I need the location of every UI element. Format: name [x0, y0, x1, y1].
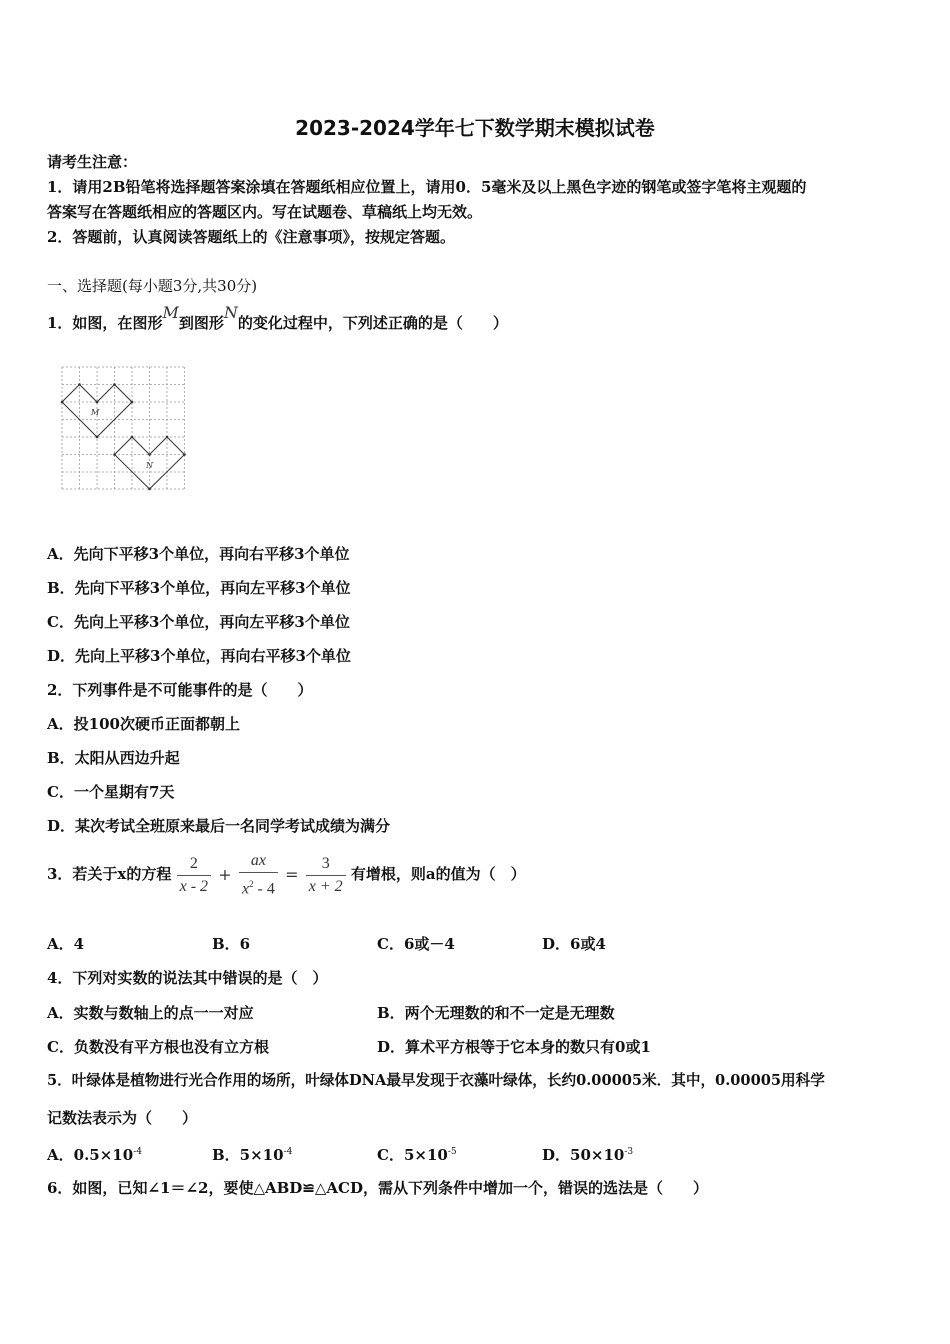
q2-option-a: A．投100次硬币正面都朝上: [47, 715, 240, 733]
q3-option-d: D．6或4: [542, 935, 606, 953]
q4-option-a: A．实数与数轴上的点一一对应: [47, 1004, 254, 1022]
question-4-stem: 4．下列对实数的说法其中错误的是（ ）: [47, 969, 328, 987]
q3-text-a: 3．若关于x的方程: [47, 865, 172, 884]
q5-option-c: C．$5\times 10^{-5}$: [377, 1146, 457, 1164]
q1-option-b: B．先向下平移3个单位，再向左平移3个单位: [47, 579, 351, 597]
q5-option-d: D．$50\times 10^{-3}$: [542, 1146, 634, 1164]
q4-option-b: B．两个无理数的和不一定是无理数: [377, 1004, 615, 1022]
q4-option-d: D．算术平方根等于它本身的数只有0或1: [377, 1038, 651, 1056]
q3-text-b: 有增根，则a的值为（ ）: [350, 865, 526, 884]
notice-heading: 请考生注意：: [47, 153, 138, 171]
q1-option-c: C．先向上平移3个单位，再向左平移3个单位: [47, 613, 350, 631]
fig-label-n: N: [146, 461, 153, 470]
q5-option-a: A．$0.5\times 10^{-4}$: [47, 1146, 142, 1164]
fraction-3: $\frac{3}{x + 2}$: [306, 853, 346, 898]
question-2-stem: 2．下列事件是不可能事件的是（ ）: [47, 681, 313, 699]
notice-item-1-line-1: 1．请用2B铅笔将选择题答案涂填在答题纸相应位置上，请用0．5毫米及以上黑色字迹的钢笔或签字笔将主观题的: [47, 178, 807, 196]
question-1-stem: [47, 303, 508, 333]
q1-text-b: 到图形: [178, 314, 224, 332]
q1-figure: [58, 363, 190, 493]
page-title: 2023-2024学年七下数学期末模拟试卷: [295, 116, 655, 140]
fraction-1: $\frac{2}{x - 2}$: [177, 853, 211, 898]
section-heading: 一、选择题(每小题3分,共30分): [47, 277, 258, 295]
q3-option-b: B．6: [212, 935, 251, 953]
q1-var-m: M: [162, 303, 179, 322]
plus-sign: +: [218, 865, 232, 885]
question-3-stem: [47, 850, 526, 900]
fig-label-m: M: [91, 408, 100, 417]
fraction-2: $\frac{ax}{x^2 - 4}$: [239, 850, 278, 900]
q1-var-n: N: [223, 303, 238, 322]
question-5-line-2: 记数法表示为（ ）: [47, 1109, 198, 1127]
q2-option-d: D．某次考试全班原来最后一名同学考试成绩为满分: [47, 817, 391, 835]
notice-item-2: 2．答题前，认真阅读答题纸上的《注意事项》，按规定答题。: [47, 228, 455, 246]
q3-option-a: A．4: [47, 935, 85, 953]
q2-option-b: B．太阳从西边升起: [47, 749, 180, 767]
q2-option-c: C．一个星期有7天: [47, 783, 175, 801]
q1-text-c: 的变化过程中，下列述正确的是（ ）: [237, 314, 508, 332]
q3-option-c: C．6或－4: [377, 935, 455, 953]
notice-item-1-line-2: 答案写在答题纸相应的答题区内。写在试题卷、草稿纸上均无效。: [47, 203, 483, 221]
question-5-line-1: 5．叶绿体是植物进行光合作用的场所，叶绿体DNA最早发现于衣藻叶绿体，长约0.00005米．其中，0.00005用科学: [47, 1072, 825, 1089]
question-6-stem: 6．如图，已知∠1＝∠2，要使△ABD≌△ACD，需从下列条件中增加一个，错误的选法是（ ）: [47, 1179, 708, 1197]
q1-option-d: D．先向上平移3个单位，再向右平移3个单位: [47, 647, 351, 665]
q4-option-c: C．负数没有平方根也没有立方根: [47, 1038, 269, 1056]
q5-option-b: B．$5\times 10^{-4}$: [212, 1146, 293, 1164]
equals-sign: =: [285, 865, 299, 885]
q1-text-a: 1．如图，在图形: [47, 314, 163, 332]
q1-option-a: A．先向下平移3个单位，再向右平移3个单位: [47, 545, 350, 563]
